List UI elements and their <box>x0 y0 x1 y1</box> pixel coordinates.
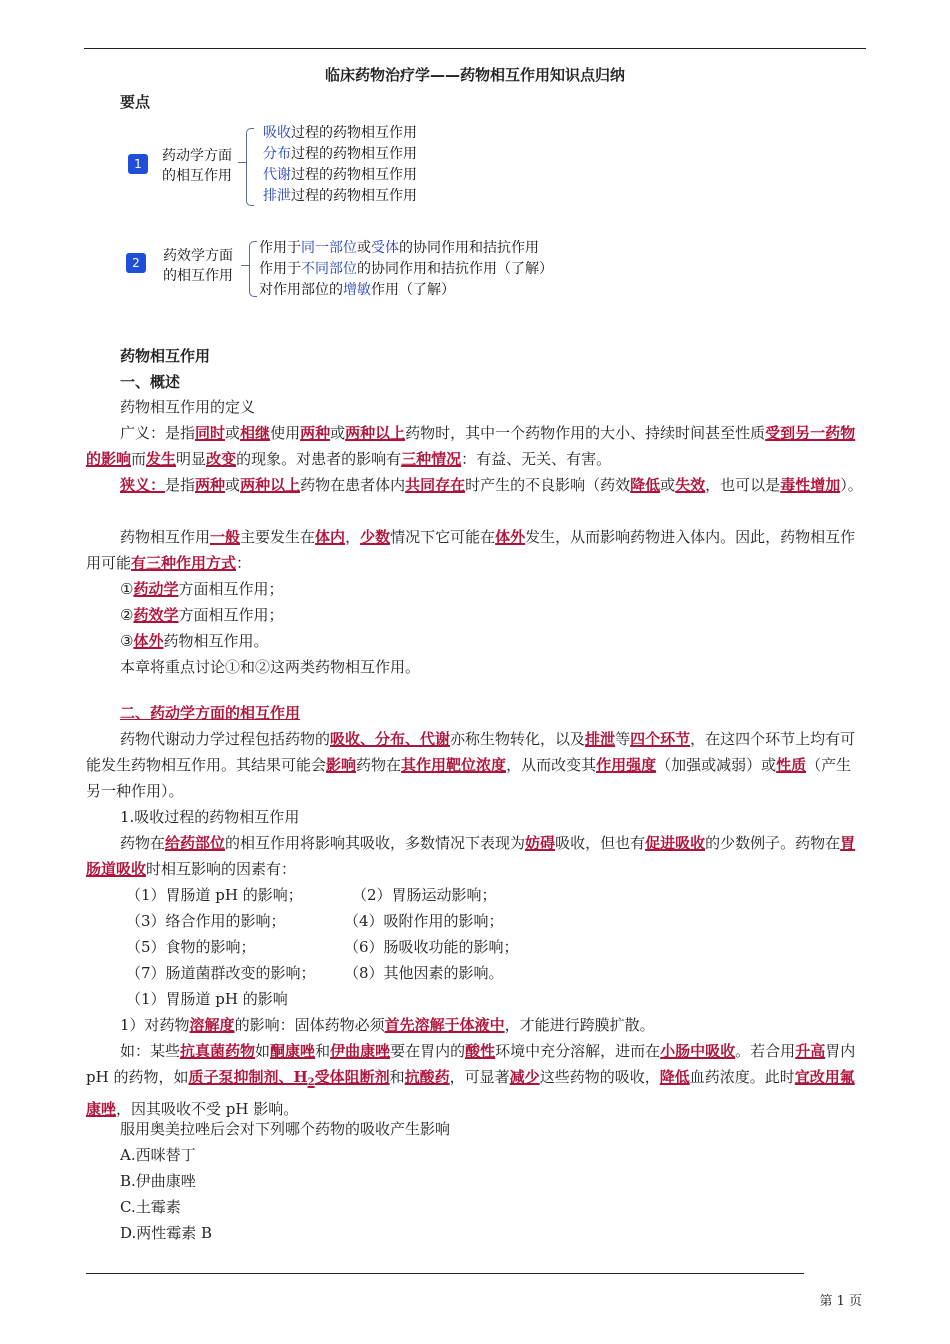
option-c: C.土霉素 <box>120 1198 181 1216</box>
solubility-line: 1）对药物溶解度的影响：固体药物必须首先溶解于体液中，才能进行跨膜扩散。 <box>120 1016 655 1034</box>
ph-title: （1）胃肠道 pH 的影响 <box>126 990 288 1008</box>
section-title: 药物相互作用 <box>120 347 211 365</box>
factor-4: （4）吸附作用的影响； <box>344 912 504 930</box>
diagram-item-distribution: 分布过程的药物相互作用 <box>263 146 417 162</box>
way-2: ②药效学方面相互作用； <box>120 606 284 624</box>
option-a: A.西咪替丁 <box>120 1146 196 1164</box>
factor-1: （1）胃肠道 pH 的影响； <box>126 886 303 904</box>
factor-8: （8）其他因素的影响。 <box>344 964 504 982</box>
diagram-number-2: 2 <box>126 253 146 273</box>
brace-1 <box>246 128 254 206</box>
absorption-paragraph: 药物在给药部位的相互作用将影响其吸收，多数情况下表现为妨碍吸收，但也有促进吸收的少数例子。药物在胃肠道吸收时相互影响的因素有： <box>86 834 856 878</box>
option-b: B.伊曲康唑 <box>120 1172 196 1190</box>
brace-1-tip <box>238 162 247 163</box>
broad-definition: 广义：是指同时或相继使用两种或两种以上药物时，其中一个药物作用的大小、持续时间甚至性质受到另一药物的影响而发生明显改变的现象。对患者的影响有三种情况：有益、无关、有害。 <box>86 424 856 468</box>
brace-2 <box>249 241 257 297</box>
pk-paragraph: 药物代谢动力学过程包括药物的吸收、分布、代谢亦称生物转化，以及排泄等四个环节，在这四个环节上均有可能发生药物相互作用。其结果可能会影响药物在其作用靶位浓度，从而改变其作用强度（加强或减弱）或性质（产生另一种作用）。 <box>86 730 856 800</box>
diagram-item-metabolism: 代谢过程的药物相互作用 <box>263 167 417 183</box>
absorption-title: 1.吸收过程的药物相互作用 <box>120 808 300 826</box>
diagram-item-different-site: 作用于不同部位的协同作用和拮抗作用（了解） <box>259 261 553 277</box>
diagram-item-excretion: 排泄过程的药物相互作用 <box>263 188 417 204</box>
option-d: D.两性霉素 B <box>120 1224 213 1242</box>
diagram-label-1a: 药动学方面 <box>162 148 232 164</box>
way-3: ③体外药物相互作用。 <box>120 632 269 650</box>
factor-7: （7）肠道菌群改变的影响； <box>126 964 316 982</box>
footer-rule <box>86 1273 804 1274</box>
factor-2: （2）胃肠运动影响； <box>352 886 497 904</box>
diagram-label-1b: 的相互作用 <box>162 168 232 184</box>
chapter-note: 本章将重点讨论①和②这两类药物相互作用。 <box>120 658 421 676</box>
diagram-item-absorption: 吸收过程的药物相互作用 <box>263 125 417 141</box>
factor-5: （5）食物的影响； <box>126 938 256 956</box>
brace-2-tip <box>241 265 250 266</box>
diagram-number-1: 1 <box>128 154 148 174</box>
definition-title: 药物相互作用的定义 <box>120 398 256 416</box>
factor-6: （6）肠吸收功能的影响； <box>344 938 519 956</box>
factor-3: （3）络合作用的影响； <box>126 912 286 930</box>
key-points-heading: 要点 <box>120 93 151 111</box>
example-paragraph: 如：某些抗真菌药物如酮康唑和伊曲康唑要在胃内的酸性环境中充分溶解，进而在小肠中吸收。若合用升高胃内 pH 的药物，如质子泵抑制剂、$H_2$受体阻断剂和抗酸药，可显著减少这些药物的吸收，降低血药浓度。此时宜改用氟康唑，因其吸收不受 pH 影响。 <box>86 1042 856 1118</box>
diagram-item-same-site: 作用于同一部位或受体的协同作用和拮抗作用 <box>259 240 539 256</box>
pk-heading: 二、药动学方面的相互作用 <box>120 704 301 722</box>
page-number: 第 1 页 <box>819 1294 862 1309</box>
diagram-label-2a: 药效学方面 <box>163 248 233 264</box>
narrow-definition: 狭义：是指两种或两种以上药物在患者体内共同存在时产生的不良影响（药效降低或失效，也可以是毒性增加）。 <box>120 476 863 494</box>
way-1: ①药动学方面相互作用； <box>120 580 284 598</box>
diagram-item-sensitization: 对作用部位的增敏作用（了解） <box>259 282 455 298</box>
overview-heading: 一、概述 <box>120 373 181 391</box>
question-text: 服用奥美拉唑后会对下列哪个药物的吸收产生影响 <box>120 1120 451 1138</box>
diagram-label-2b: 的相互作用 <box>163 268 233 284</box>
header-rule <box>84 48 866 49</box>
page-title: 临床药物治疗学——药物相互作用知识点归纳 <box>324 66 625 84</box>
occurrence-paragraph: 药物相互作用一般主要发生在体内，少数情况下它可能在体外发生，从而影响药物进入体内。因此，药物相互作用可能有三种作用方式： <box>86 528 856 572</box>
